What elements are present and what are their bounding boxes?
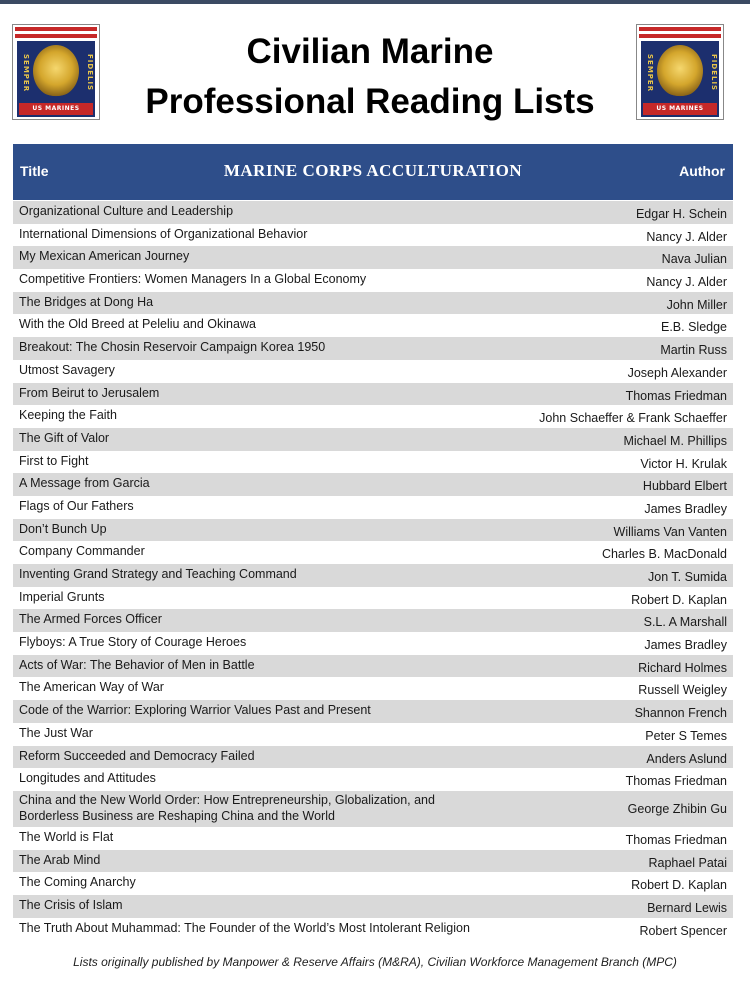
table-row <box>13 292 733 315</box>
book-author: Charles B. MacDonald <box>601 547 727 562</box>
book-title: International Dimensions of Organizational Behavior <box>19 226 308 241</box>
reading-list-table <box>13 201 733 940</box>
table-row <box>13 609 733 632</box>
book-author: Thomas Friedman <box>625 774 727 789</box>
book-author: Thomas Friedman <box>625 388 727 403</box>
book-title: Longitudes and Attitudes <box>19 771 156 786</box>
emblem-panel <box>17 41 95 117</box>
book-title: The Just War <box>19 725 93 740</box>
book-title: Acts of War: The Behavior of Men in Battle <box>19 657 255 672</box>
book-title: Keeping the Faith <box>19 408 117 423</box>
book-author: Nancy J. Alder <box>646 229 727 244</box>
book-title: A Message from Garcia <box>19 476 150 491</box>
column-header-author: Author <box>679 163 725 179</box>
table-row <box>13 405 733 428</box>
table-row <box>13 314 733 337</box>
book-title: Flags of Our Fathers <box>19 498 134 513</box>
book-author: John Schaeffer & Frank Schaeffer <box>539 411 727 426</box>
eagle-globe-anchor-icon <box>33 45 79 97</box>
usmc-emblem-left <box>12 24 100 120</box>
emblem-side-left-text: SEMPER <box>22 53 30 93</box>
book-title: The World is Flat <box>19 829 114 844</box>
book-title: The Bridges at Dong Ha <box>19 294 154 309</box>
book-author: Williams Van Vanten <box>613 524 727 539</box>
book-title: Imperial Grunts <box>19 589 105 604</box>
book-author: Martin Russ <box>660 343 727 358</box>
table-row <box>13 496 733 519</box>
emblem-panel <box>641 41 719 117</box>
page-header <box>0 4 750 142</box>
book-title: The Gift of Valor <box>19 430 110 445</box>
book-author: Hubbard Elbert <box>642 479 727 494</box>
page-title-line2: Professional Reading Lists <box>145 82 595 121</box>
book-author: Nancy J. Alder <box>646 275 727 290</box>
book-title: The Crisis of Islam <box>19 897 123 912</box>
book-title: The Truth About Muhammad: The Founder of the World’s Most Intolerant Religion <box>19 920 470 935</box>
table-row <box>13 677 733 700</box>
table-header <box>13 144 733 200</box>
book-title: Don’t Bunch Up <box>19 521 107 536</box>
table-row <box>13 428 733 451</box>
table-row <box>13 564 733 587</box>
table-row <box>13 746 733 769</box>
book-title: Flyboys: A True Story of Courage Heroes <box>19 635 247 650</box>
book-author: Anders Aslund <box>646 751 727 766</box>
table-row <box>13 655 733 678</box>
table-row <box>13 700 733 723</box>
table-row <box>13 337 733 360</box>
book-author: James Bradley <box>644 501 727 516</box>
table-row <box>13 850 733 873</box>
book-title: Organizational Culture and Leadership <box>19 204 234 218</box>
emblem-base-text: US MARINES <box>19 103 93 115</box>
page-title-line1: Civilian Marine <box>246 32 494 71</box>
book-title: Utmost Savagery <box>19 362 115 377</box>
book-title: The Coming Anarchy <box>19 875 136 890</box>
book-author: Jon T. Sumida <box>648 570 727 584</box>
column-header-title: Title <box>20 163 49 179</box>
book-title: The Armed Forces Officer <box>19 612 162 627</box>
book-author: Robert D. Kaplan <box>631 592 727 607</box>
book-title: Competitive Frontiers: Women Managers In a Global Economy <box>19 272 367 287</box>
book-author: Richard Holmes <box>638 660 727 675</box>
table-row <box>13 383 733 406</box>
table-row <box>13 201 733 224</box>
book-author: S.L. A Marshall <box>643 615 727 630</box>
book-author: Nava Julian <box>661 252 727 267</box>
book-title: The American Way of War <box>19 680 164 695</box>
emblem-side-right-text: FIDELIS <box>86 54 94 92</box>
book-author: Victor H. Krulak <box>640 456 727 471</box>
table-row <box>13 918 733 941</box>
book-title: China and the New World Order: How Entrepreneurship, Globalization, and Borderless Business are Reshaping China and the World <box>19 792 435 823</box>
table-row <box>13 360 733 383</box>
table-row <box>13 519 733 542</box>
book-title: Reform Succeeded and Democracy Failed <box>19 748 255 763</box>
book-title: Breakout: The Chosin Reservoir Campaign Korea 1950 <box>19 340 326 355</box>
book-author: Bernard Lewis <box>647 900 727 915</box>
book-title: My Mexican American Journey <box>19 249 190 264</box>
book-title: Inventing Grand Strategy and Teaching Command <box>19 567 297 581</box>
book-author: Thomas Friedman <box>625 832 727 847</box>
table-row <box>13 224 733 247</box>
book-author: Edgar H. Schein <box>635 207 727 221</box>
book-title: Company Commander <box>19 544 145 559</box>
table-row <box>13 872 733 895</box>
book-author: George Zhibin Gu <box>627 801 727 816</box>
table-row <box>13 541 733 564</box>
table-row <box>13 451 733 474</box>
usmc-emblem-right <box>636 24 724 120</box>
book-author: E.B. Sledge <box>660 320 727 335</box>
table-row <box>13 895 733 918</box>
table-row <box>13 791 733 827</box>
book-author: Robert D. Kaplan <box>631 878 727 893</box>
book-author: Russell Weigley <box>638 683 727 698</box>
table-row <box>13 246 733 269</box>
book-author: Robert Spencer <box>639 923 727 938</box>
book-author: Raphael Patai <box>648 855 727 870</box>
table-row <box>13 632 733 655</box>
table-row <box>13 269 733 292</box>
book-author: John Miller <box>666 297 727 312</box>
table-row <box>13 723 733 746</box>
book-author: Peter S Temes <box>645 728 727 743</box>
book-title: From Beirut to Jerusalem <box>19 385 160 400</box>
book-author: Shannon French <box>634 706 727 721</box>
book-title: First to Fight <box>19 453 89 468</box>
book-title: With the Old Breed at Peleliu and Okinawa <box>19 317 256 332</box>
book-author: James Bradley <box>644 638 727 653</box>
book-title: Code of the Warrior: Exploring Warrior Values Past and Present <box>19 703 371 718</box>
book-title: The Arab Mind <box>19 852 101 867</box>
table-row <box>13 473 733 496</box>
book-author: Joseph Alexander <box>627 365 727 380</box>
footer-credit: Lists originally published by Manpower & Reserve Affairs (M&RA), Civilian Workforce Management Branch (MPC) <box>73 955 677 969</box>
emblem-side-left-text: SEMPER <box>646 53 654 93</box>
emblem-base-text: US MARINES <box>643 103 717 115</box>
category-heading: MARINE CORPS ACCULTURATION <box>223 161 523 180</box>
book-author: Michael M. Phillips <box>623 433 727 448</box>
eagle-globe-anchor-icon <box>657 45 703 97</box>
emblem-side-right-text: FIDELIS <box>710 54 718 92</box>
table-row <box>13 827 733 850</box>
table-row <box>13 587 733 610</box>
table-row <box>13 768 733 791</box>
